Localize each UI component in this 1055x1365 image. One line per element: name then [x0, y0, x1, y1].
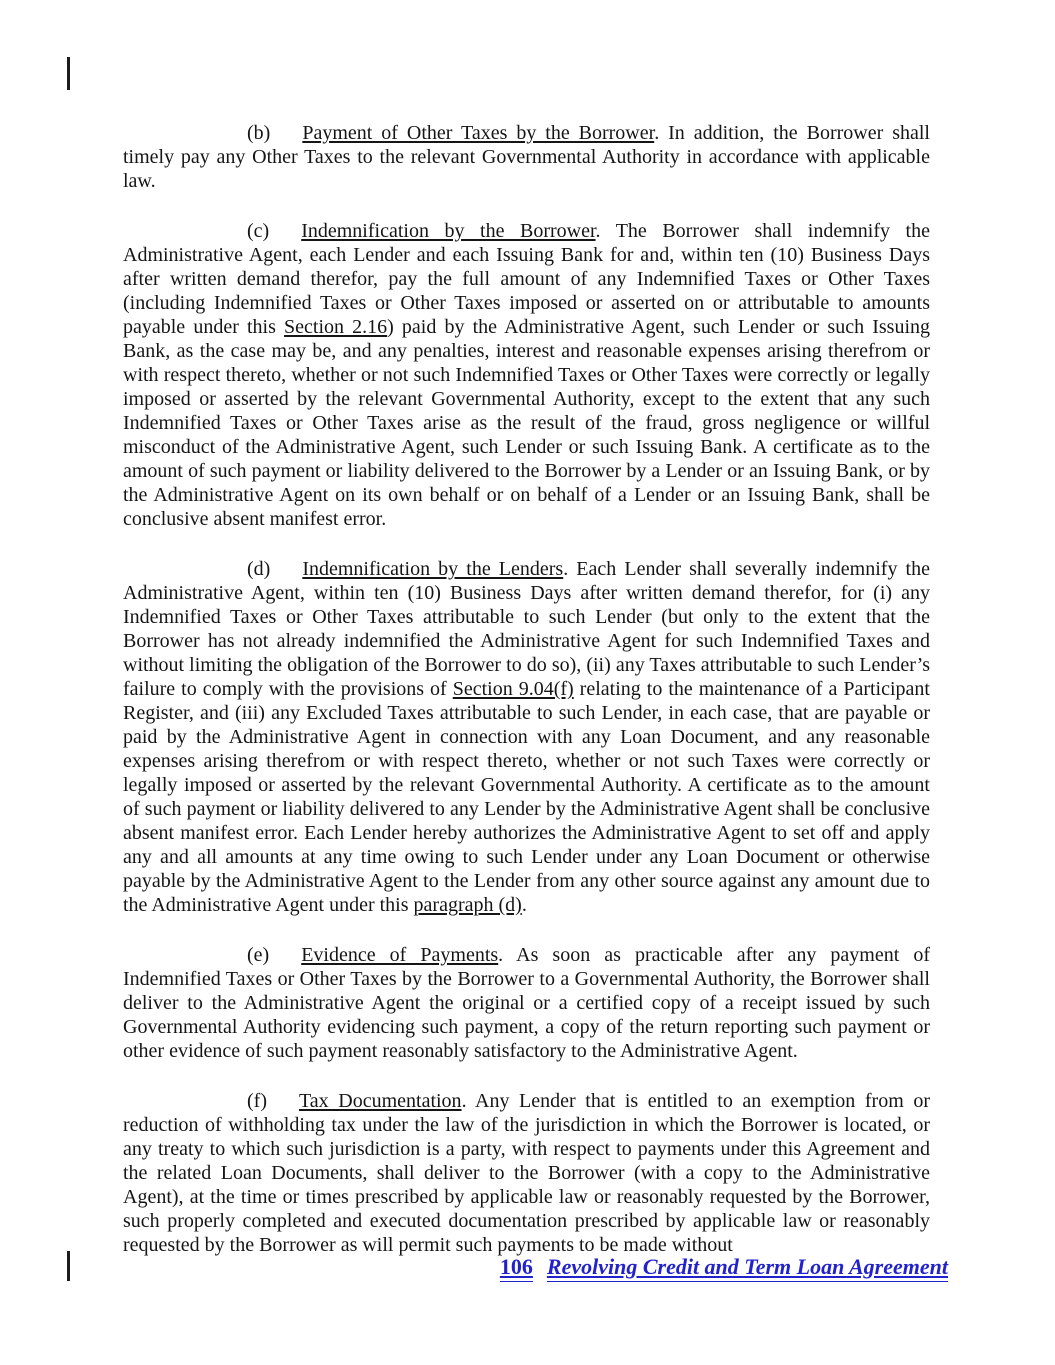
- paragraph-text: . Each Lender shall severally indemnify the Administrative Agent, within ten (10) Business Days after written demand therefor, for (i) any Indemnified Taxes or Other Taxes attributable to such Lender (but only to the extent that the Borrower has not already indemnified the Administrative Agent for such Indemnified Taxes and without limiting the obligation of the Borrower to do so), (ii) any Taxes attributable to such Lender’s failure to comply with the provisions of: [123, 558, 930, 700]
- page-number: 106: [500, 1254, 533, 1282]
- underlined-heading-text: paragraph (d): [413, 894, 522, 916]
- underlined-heading-text: Tax Documentation: [298, 1090, 462, 1112]
- paragraph-label: (c): [247, 220, 270, 242]
- revision-bar-icon: [67, 1251, 70, 1281]
- paragraph-d: [123, 557, 930, 917]
- underlined-heading-text: Section 2.16: [284, 316, 388, 338]
- paragraph-label: (f): [247, 1090, 267, 1112]
- underlined-heading-text: Section 9.04(f): [452, 678, 574, 700]
- paragraph-b: [123, 121, 930, 193]
- underlined-heading-text: Evidence of Payments: [301, 944, 499, 966]
- document-body: [123, 121, 930, 1257]
- paragraph-text: ) paid by the Administrative Agent, such Lender or such Issuing Bank, as the case may be, and any penalties, interest and reasonable expenses arising therefrom or with respect thereto, whether or not such Indemnified Taxes or Other Taxes were correctly or legally imposed or asserted by the relevant Governmental Authority, except to the extent that any such Indemnified Taxes or Other Taxes arise as the result of the fraud, gross negligence or willful misconduct of the Administrative Agent, such Lender or such Issuing Bank. A certificate as to the amount of such payment or liability delivered to the Borrower by a Lender or an Issuing Bank, or by the Administrative Agent on its own behalf or on behalf of a Lender or an Issuing Bank, shall be conclusive absent manifest error.: [123, 316, 930, 530]
- footer-document-title: Revolving Credit and Term Loan Agreement: [547, 1254, 948, 1282]
- paragraph-f: [123, 1089, 930, 1257]
- paragraph-text: . In addition, the Borrower shall timely pay any Other Taxes to the relevant Governmental Authority in accordance with applicable law.: [123, 122, 930, 192]
- underlined-heading-text: Payment of Other Taxes by the Borrower: [302, 122, 655, 144]
- paragraph-label: (e): [247, 944, 270, 966]
- revision-bar-icon: [67, 57, 70, 90]
- underlined-heading-text: Indemnification by the Lenders: [302, 558, 564, 580]
- paragraph-label: (d): [247, 558, 271, 580]
- paragraph-text: .: [521, 894, 527, 916]
- paragraph-text: . The Borrower shall indemnify the Administrative Agent, each Lender and each Issuing Bank for and, within ten (10) Business Days after written demand therefor, pay the full amount of any Indemnified Taxes or Other Taxes (including Indemnified Taxes or Other Taxes imposed or asserted on or attributable to amounts payable under this: [123, 220, 930, 338]
- paragraph-text: relating to the maintenance of a Participant Register, and (iii) any Excluded Taxes attributable to such Lender, in each case, that are payable or paid by the Administrative Agent in connection with any Loan Document, and any reasonable expenses arising therefrom or with respect thereto, whether or not such Taxes were correctly or legally imposed or asserted by the relevant Governmental Authority. A certificate as to the amount of such payment or liability delivered to any Lender by the Administrative Agent shall be conclusive absent manifest error. Each Lender hereby authorizes the Administrative Agent to set off and apply any and all amounts at any time owing to such Lender under any Loan Document or otherwise payable by the Administrative Agent to the Lender from any other source against any amount due to the Administrative Agent under this: [123, 678, 930, 916]
- paragraph-text: . As soon as practicable after any payment of Indemnified Taxes or Other Taxes by the Borrower to a Governmental Authority, the Borrower shall deliver to the Administrative Agent the original or a certified copy of a receipt issued by such Governmental Authority evidencing such payment, a copy of the return reporting such payment or other evidence of such payment reasonably satisfactory to the Administrative Agent.: [123, 944, 930, 1062]
- paragraph-c: [123, 219, 930, 531]
- paragraph-label: (b): [247, 122, 271, 144]
- page-footer: [500, 1254, 948, 1282]
- paragraph-e: [123, 943, 930, 1063]
- underlined-heading-text: Indemnification by the Borrower: [301, 220, 596, 242]
- paragraph-text: . Any Lender that is entitled to an exemption from or reduction of withholding tax under the law of the jurisdiction in which the Borrower is located, or any treaty to which such jurisdiction is a party, with respect to payments under this Agreement and the related Loan Documents, shall deliver to the Borrower (with a copy to the Administrative Agent), at the time or times prescribed by applicable law or reasonably requested by the Borrower, such properly completed and executed documentation prescribed by applicable law or reasonably requested by the Borrower as will permit such payments to be made without: [123, 1090, 930, 1256]
